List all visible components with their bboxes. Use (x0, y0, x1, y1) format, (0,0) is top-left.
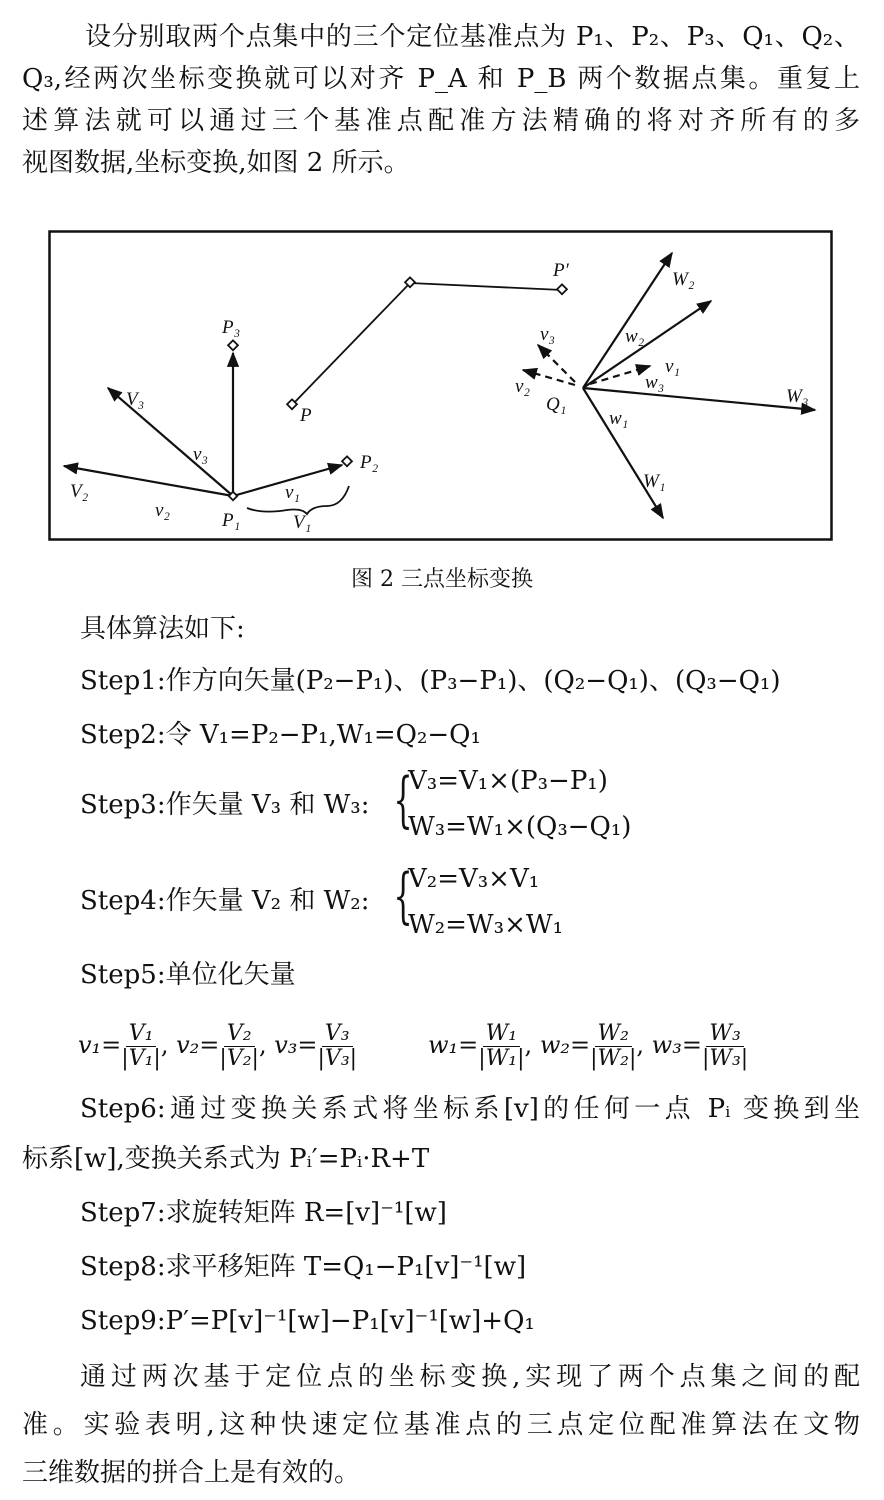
label-Pprime: P′ (553, 260, 569, 281)
label-P3: P₃ (222, 317, 241, 338)
denominator: |W₂| (590, 1046, 637, 1071)
numerator: W₂ (595, 1022, 632, 1047)
label-v1: v₁ (285, 482, 301, 503)
fraction (702, 1022, 748, 1071)
label-qv2: v₂ (515, 376, 531, 397)
brace: { (393, 765, 413, 835)
step-3-label: Step3:作矢量 V₃ 和 W₃: (80, 790, 370, 820)
point-Pprime (557, 284, 567, 294)
fraction (121, 1022, 161, 1071)
label-V3: V₃ (126, 389, 145, 410)
label-v2: v₂ (155, 500, 171, 521)
eq-lhs: w₃= (651, 1031, 702, 1059)
denominator: |W₃| (701, 1046, 749, 1071)
step-4-eq1: V₂=V₃×V₁ (408, 864, 540, 894)
algorithm-intro: 具体算法如下: (80, 614, 245, 644)
label-W1: W₁ (643, 471, 666, 492)
label-v3: v₃ (193, 444, 209, 465)
label-qv3: v₃ (540, 324, 556, 345)
label-P1: P₁ (222, 510, 241, 531)
eq-lhs: w₁= (428, 1031, 479, 1059)
eq-lhs: w₂= (539, 1031, 591, 1059)
fraction (590, 1022, 636, 1071)
separator: , (258, 1031, 267, 1059)
step-4-label: Step4:作矢量 V₂ 和 W₂: (80, 886, 370, 916)
fraction (318, 1022, 358, 1071)
unit-vectors-w (428, 1022, 748, 1071)
vector-W3 (583, 388, 815, 410)
label-qv1: v₁ (665, 356, 681, 377)
denominator: |V₁| (121, 1046, 161, 1071)
step-6-line1: Step6:通过变换关系式将坐标系[v]的任何一点 Pᵢ 变换到坐 (80, 1094, 860, 1124)
denominator: |V₃| (317, 1046, 358, 1071)
point-P3 (228, 340, 238, 350)
step-6-line2: 标系[w],变换关系式为 Pᵢ′=Pᵢ·R+T (22, 1144, 430, 1174)
numerator: W₁ (483, 1022, 520, 1047)
denominator: |V₂| (219, 1046, 259, 1071)
label-V1: V₁ (293, 512, 312, 533)
step-8: Step8:求平移矩阵 T=Q₁−P₁[v]⁻¹[w] (80, 1252, 527, 1282)
fraction (219, 1022, 259, 1071)
step-3-eq2: W₃=W₁×(Q₃−Q₁) (408, 812, 632, 842)
separator: , (636, 1031, 645, 1059)
step-1: Step1:作方向矢量(P₂−P₁)、(P₃−P₁)、(Q₂−Q₁)、(Q₃−Q₁) (80, 666, 781, 696)
text-line: 设分别取两个点集中的三个定位基准点为 P₁、P₂、P₃、Q₁、Q₂、 (85, 22, 860, 52)
step-2: Step2:令 V₁=P₂−P₁,W₁=Q₂−Q₁ (80, 720, 481, 750)
label-W3: W₃ (786, 386, 809, 407)
fraction (478, 1022, 524, 1071)
step-4-eq2: W₂=W₃×W₁ (408, 910, 564, 940)
label-w2: w₂ (625, 326, 645, 347)
text-line: 视图数据,坐标变换,如图 2 所示。 (22, 148, 410, 178)
denominator: |W₁| (478, 1046, 525, 1071)
figure-three-point-transform (48, 230, 834, 542)
point-P2 (342, 456, 352, 466)
step-9: Step9:P′=P[v]⁻¹[w]−P₁[v]⁻¹[w]+Q₁ (80, 1306, 535, 1336)
step-7: Step7:求旋转矩阵 R=[v]⁻¹[w] (80, 1198, 447, 1228)
label-Q1: Q₁ (546, 394, 567, 415)
numerator: V₃ (322, 1022, 353, 1047)
text-line: Q₃,经两次坐标变换就可以对齐 P_A 和 P_B 两个数据点集。重复上 (22, 64, 860, 94)
label-w3: w₃ (645, 372, 665, 393)
dashed-v1 (590, 366, 650, 384)
unit-vectors-v (78, 1022, 357, 1071)
step-5: Step5:单位化矢量 (80, 960, 296, 990)
step-3-eq1: V₃=V₁×(P₃−P₁) (408, 766, 608, 796)
text-line: 准。实验表明,这种快速定位基准点的三点定位配准算法在文物 (22, 1410, 860, 1440)
label-P2: P₂ (360, 452, 379, 473)
figure-caption: 图 2 三点坐标变换 (351, 567, 533, 592)
vector-W2 (583, 253, 672, 388)
separator: , (524, 1031, 533, 1059)
vector-V2 (64, 466, 233, 496)
dashed-v3 (538, 345, 575, 382)
eq-lhs: v₃= (274, 1031, 318, 1059)
figure-border (50, 232, 832, 540)
label-w1: w₁ (609, 408, 629, 429)
label-P: P (300, 405, 312, 426)
eq-lhs: v₂= (176, 1031, 220, 1059)
label-V2: V₂ (70, 481, 89, 502)
text-line: 三维数据的拼合上是有效的。 (22, 1458, 361, 1488)
separator: , (160, 1031, 169, 1059)
numerator: W₃ (706, 1022, 743, 1047)
eq-lhs: v₁= (78, 1031, 122, 1059)
numerator: V₁ (126, 1022, 157, 1047)
label-W2: W₂ (672, 269, 695, 290)
brace: { (393, 861, 413, 931)
text-line: 述算法就可以通过三个基准点配准方法精确的将对齐所有的多 (22, 106, 860, 136)
dashed-v2 (523, 370, 575, 385)
numerator: V₂ (224, 1022, 255, 1047)
text-line: 通过两次基于定位点的坐标变换,实现了两个点集之间的配 (80, 1362, 860, 1392)
